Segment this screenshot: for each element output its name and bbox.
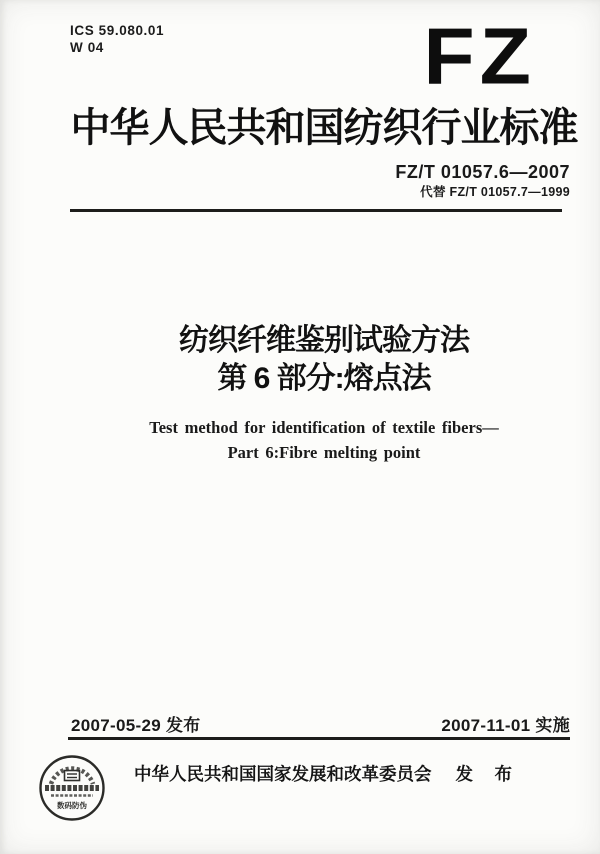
ics-classification-block — [70, 22, 164, 56]
title-zh-line2: 第 6 部分:熔点法 — [217, 362, 431, 395]
ics-code: ICS 59.080.01 — [70, 23, 165, 38]
footer-divider-rule — [68, 737, 570, 740]
standard-number: FZ/T 01057.6—2007 — [395, 162, 570, 182]
title-zh-line1: 纺织纤维鉴别试验方法 — [179, 324, 469, 357]
standard-category-title: 中华人民共和国纺织行业标准 — [70, 106, 578, 150]
seal-bottom-text: 数码防伪 — [57, 801, 87, 810]
publisher-row — [44, 763, 600, 786]
publisher-name: 中华人民共和国国家发展和改革委员会 — [134, 764, 432, 784]
dates-row — [71, 711, 570, 736]
document-title-chinese — [44, 322, 600, 398]
fz-standard-logo: FZ — [423, 11, 536, 101]
title-en-line1: Test method for identification of textile fibers— — [149, 418, 499, 437]
issue-date: 2007-05-29 发布 — [71, 716, 201, 735]
title-en-line2: Part 6:Fibre melting point — [227, 443, 421, 462]
supersedes-note: 代替 FZ/T 01057.7—1999 — [420, 185, 570, 199]
implementation-date: 2007-11-01 实施 — [441, 716, 570, 735]
standard-number-block — [395, 162, 570, 200]
header-divider-rule — [70, 209, 562, 212]
document-title-english — [44, 415, 600, 465]
doc-class-code: W 04 — [70, 40, 104, 55]
publish-action-label: 发 布 — [455, 764, 514, 784]
